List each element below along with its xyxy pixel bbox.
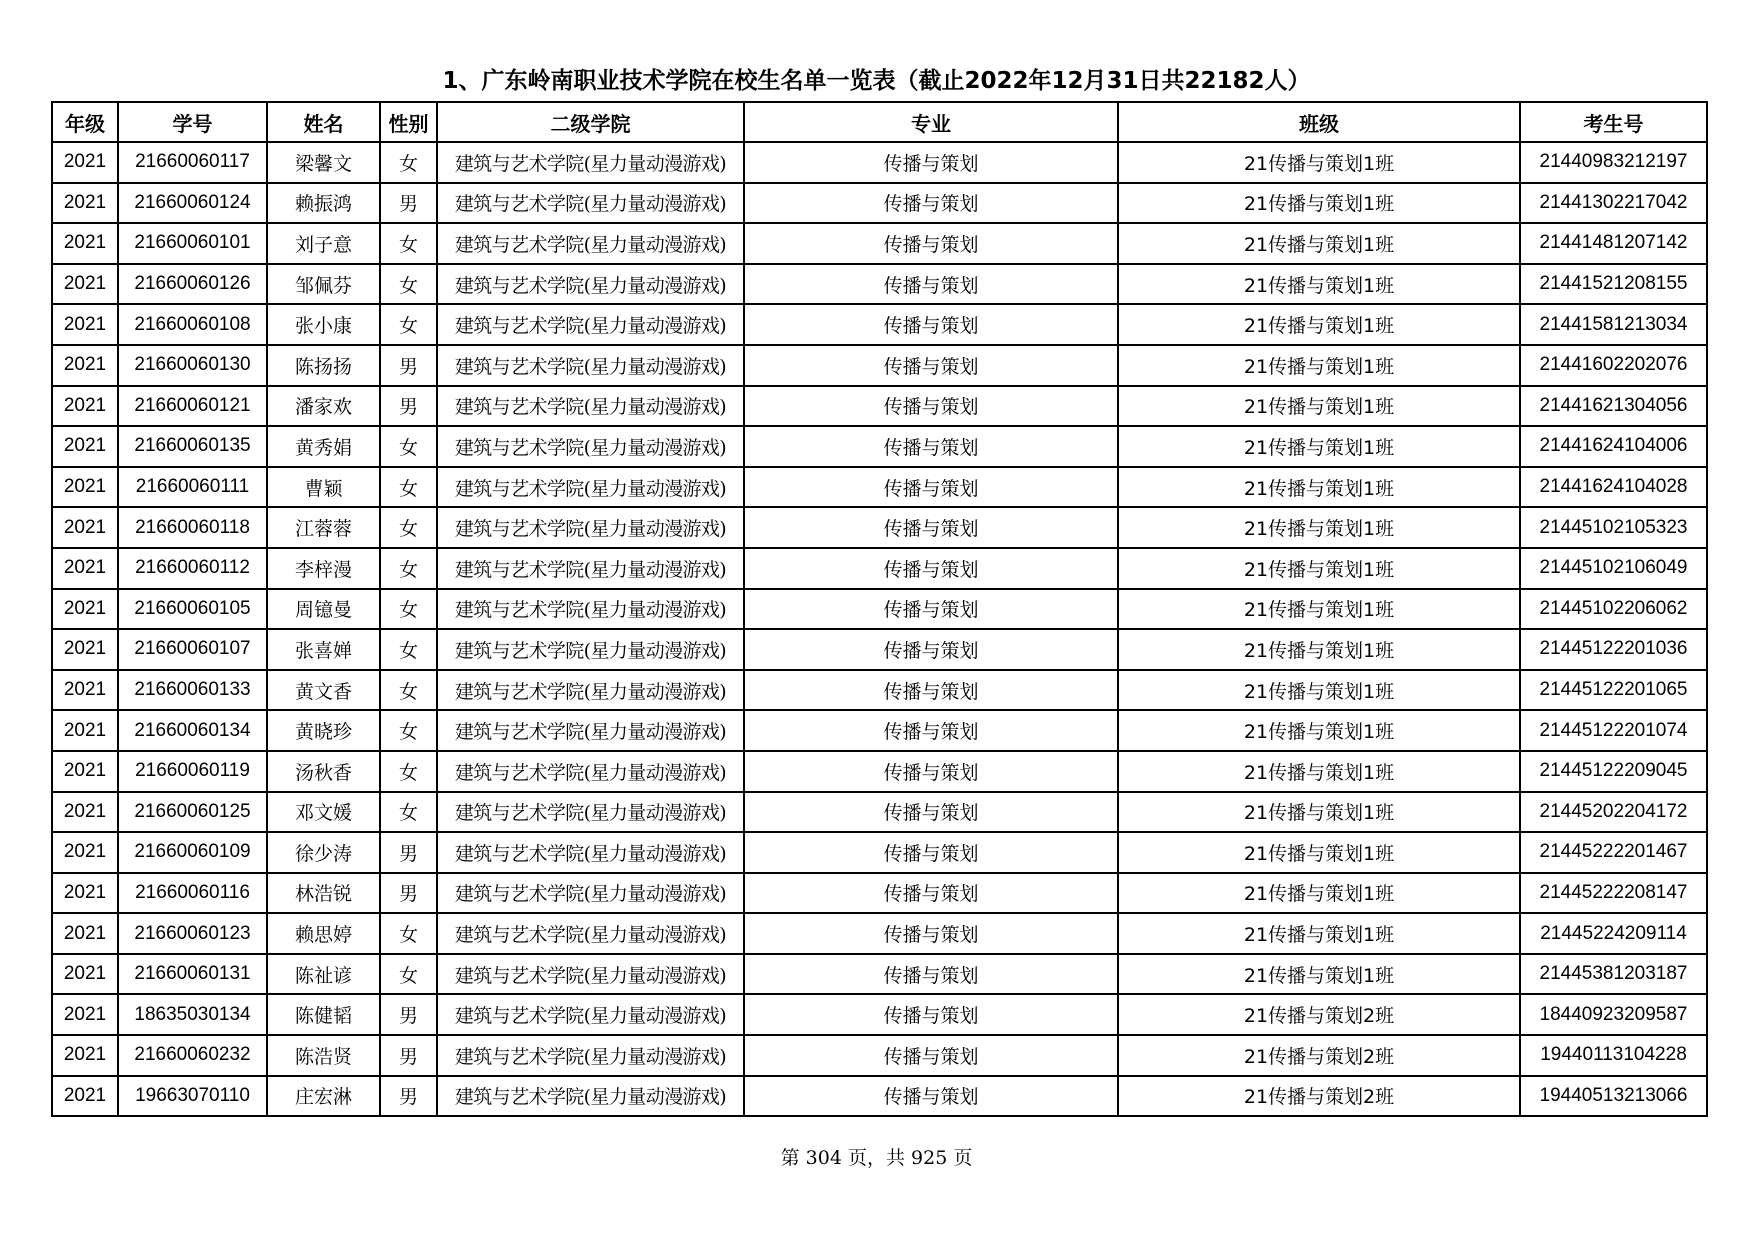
header-name: 姓名 <box>267 102 380 142</box>
cell-grade: 2021 <box>52 1035 118 1076</box>
cell-major: 传播与策划 <box>744 670 1118 711</box>
cell-student-id: 21660060232 <box>118 1035 267 1076</box>
header-exam-number: 考生号 <box>1520 102 1707 142</box>
cell-major: 传播与策划 <box>744 1076 1118 1117</box>
cell-name: 邓文媛 <box>267 792 380 833</box>
cell-gender: 男 <box>380 1076 437 1117</box>
cell-gender: 女 <box>380 142 437 183</box>
cell-class: 21传播与策划1班 <box>1118 264 1520 305</box>
cell-name: 江蓉蓉 <box>267 507 380 548</box>
cell-name: 陈浩贤 <box>267 1035 380 1076</box>
cell-grade: 2021 <box>52 913 118 954</box>
cell-student-id: 21660060109 <box>118 832 267 873</box>
cell-exam-number: 21441521208155 <box>1520 264 1707 305</box>
cell-grade: 2021 <box>52 507 118 548</box>
cell-gender: 男 <box>380 873 437 914</box>
cell-college: 建筑与艺术学院(星力量动漫游戏) <box>437 142 744 183</box>
table-row <box>52 751 1707 792</box>
table-row <box>52 1035 1707 1076</box>
cell-name: 梁馨文 <box>267 142 380 183</box>
cell-college: 建筑与艺术学院(星力量动漫游戏) <box>437 629 744 670</box>
cell-college: 建筑与艺术学院(星力量动漫游戏) <box>437 792 744 833</box>
cell-name: 陈祉谚 <box>267 954 380 995</box>
cell-college: 建筑与艺术学院(星力量动漫游戏) <box>437 954 744 995</box>
cell-major: 传播与策划 <box>744 223 1118 264</box>
table-row <box>52 467 1707 508</box>
cell-college: 建筑与艺术学院(星力量动漫游戏) <box>437 304 744 345</box>
cell-exam-number: 19440113104228 <box>1520 1035 1707 1076</box>
table-row <box>52 142 1707 183</box>
cell-name: 张喜婵 <box>267 629 380 670</box>
cell-exam-number: 21441302217042 <box>1520 183 1707 224</box>
cell-name: 徐少涛 <box>267 832 380 873</box>
cell-grade: 2021 <box>52 304 118 345</box>
cell-major: 传播与策划 <box>744 264 1118 305</box>
cell-college: 建筑与艺术学院(星力量动漫游戏) <box>437 426 744 467</box>
cell-grade: 2021 <box>52 873 118 914</box>
cell-gender: 女 <box>380 629 437 670</box>
cell-exam-number: 21445222201467 <box>1520 832 1707 873</box>
header-grade: 年级 <box>52 102 118 142</box>
cell-class: 21传播与策划1班 <box>1118 223 1520 264</box>
cell-class: 21传播与策划1班 <box>1118 751 1520 792</box>
cell-grade: 2021 <box>52 223 118 264</box>
cell-exam-number: 21441624104028 <box>1520 467 1707 508</box>
cell-exam-number: 21440983212197 <box>1520 142 1707 183</box>
cell-gender: 女 <box>380 264 437 305</box>
cell-class: 21传播与策划2班 <box>1118 1035 1520 1076</box>
cell-exam-number: 21445122201065 <box>1520 670 1707 711</box>
cell-gender: 男 <box>380 1035 437 1076</box>
cell-college: 建筑与艺术学院(星力量动漫游戏) <box>437 223 744 264</box>
table-row <box>52 264 1707 305</box>
table-row <box>52 994 1707 1035</box>
cell-gender: 女 <box>380 426 437 467</box>
cell-name: 邹佩芬 <box>267 264 380 305</box>
cell-class: 21传播与策划1班 <box>1118 426 1520 467</box>
cell-exam-number: 21445224209114 <box>1520 913 1707 954</box>
table-row <box>52 386 1707 427</box>
cell-student-id: 21660060124 <box>118 183 267 224</box>
cell-college: 建筑与艺术学院(星力量动漫游戏) <box>437 386 744 427</box>
cell-major: 传播与策划 <box>744 629 1118 670</box>
cell-student-id: 21660060107 <box>118 629 267 670</box>
cell-major: 传播与策划 <box>744 548 1118 589</box>
cell-name: 李梓漫 <box>267 548 380 589</box>
cell-name: 赖振鸿 <box>267 183 380 224</box>
cell-grade: 2021 <box>52 142 118 183</box>
cell-college: 建筑与艺术学院(星力量动漫游戏) <box>437 264 744 305</box>
table-row <box>52 832 1707 873</box>
cell-class: 21传播与策划1班 <box>1118 142 1520 183</box>
cell-major: 传播与策划 <box>744 142 1118 183</box>
cell-class: 21传播与策划1班 <box>1118 873 1520 914</box>
cell-class: 21传播与策划1班 <box>1118 507 1520 548</box>
table-row <box>52 873 1707 914</box>
cell-gender: 男 <box>380 994 437 1035</box>
cell-student-id: 21660060134 <box>118 710 267 751</box>
header-gender: 性别 <box>380 102 437 142</box>
cell-major: 传播与策划 <box>744 792 1118 833</box>
cell-major: 传播与策划 <box>744 467 1118 508</box>
cell-gender: 男 <box>380 345 437 386</box>
cell-grade: 2021 <box>52 954 118 995</box>
cell-exam-number: 21445122201074 <box>1520 710 1707 751</box>
cell-gender: 女 <box>380 751 437 792</box>
cell-major: 传播与策划 <box>744 304 1118 345</box>
cell-college: 建筑与艺术学院(星力量动漫游戏) <box>437 507 744 548</box>
header-college: 二级学院 <box>437 102 744 142</box>
cell-gender: 男 <box>380 183 437 224</box>
cell-grade: 2021 <box>52 670 118 711</box>
table-row <box>52 710 1707 751</box>
cell-student-id: 21660060119 <box>118 751 267 792</box>
cell-student-id: 18635030134 <box>118 994 267 1035</box>
cell-exam-number: 21441624104006 <box>1520 426 1707 467</box>
cell-college: 建筑与艺术学院(星力量动漫游戏) <box>437 710 744 751</box>
cell-grade: 2021 <box>52 264 118 305</box>
cell-grade: 2021 <box>52 1076 118 1117</box>
cell-class: 21传播与策划1班 <box>1118 589 1520 630</box>
cell-class: 21传播与策划1班 <box>1118 183 1520 224</box>
cell-class: 21传播与策划1班 <box>1118 345 1520 386</box>
cell-exam-number: 21445202204172 <box>1520 792 1707 833</box>
cell-college: 建筑与艺术学院(星力量动漫游戏) <box>437 913 744 954</box>
cell-student-id: 21660060126 <box>118 264 267 305</box>
cell-name: 潘家欢 <box>267 386 380 427</box>
cell-gender: 女 <box>380 548 437 589</box>
cell-major: 传播与策划 <box>744 507 1118 548</box>
cell-class: 21传播与策划2班 <box>1118 994 1520 1035</box>
cell-exam-number: 21445102106049 <box>1520 548 1707 589</box>
cell-college: 建筑与艺术学院(星力量动漫游戏) <box>437 183 744 224</box>
table-row <box>52 426 1707 467</box>
cell-student-id: 21660060118 <box>118 507 267 548</box>
cell-grade: 2021 <box>52 426 118 467</box>
cell-exam-number: 18440923209587 <box>1520 994 1707 1035</box>
cell-grade: 2021 <box>52 183 118 224</box>
cell-gender: 女 <box>380 467 437 508</box>
cell-major: 传播与策划 <box>744 751 1118 792</box>
cell-class: 21传播与策划1班 <box>1118 954 1520 995</box>
cell-grade: 2021 <box>52 751 118 792</box>
table-row <box>52 792 1707 833</box>
cell-major: 传播与策划 <box>744 832 1118 873</box>
cell-class: 21传播与策划1班 <box>1118 304 1520 345</box>
cell-grade: 2021 <box>52 548 118 589</box>
cell-class: 21传播与策划2班 <box>1118 1076 1520 1117</box>
cell-major: 传播与策划 <box>744 913 1118 954</box>
table-header-row <box>52 102 1707 142</box>
cell-student-id: 21660060135 <box>118 426 267 467</box>
cell-college: 建筑与艺术学院(星力量动漫游戏) <box>437 751 744 792</box>
cell-name: 陈扬扬 <box>267 345 380 386</box>
cell-grade: 2021 <box>52 467 118 508</box>
cell-major: 传播与策划 <box>744 1035 1118 1076</box>
cell-grade: 2021 <box>52 792 118 833</box>
cell-name: 林浩锐 <box>267 873 380 914</box>
cell-class: 21传播与策划1班 <box>1118 548 1520 589</box>
student-roster-table <box>51 101 1708 1117</box>
cell-student-id: 21660060125 <box>118 792 267 833</box>
cell-name: 庄宏淋 <box>267 1076 380 1117</box>
cell-name: 陈健韬 <box>267 994 380 1035</box>
cell-student-id: 21660060116 <box>118 873 267 914</box>
table-row <box>52 183 1707 224</box>
cell-college: 建筑与艺术学院(星力量动漫游戏) <box>437 873 744 914</box>
table-row <box>52 507 1707 548</box>
cell-exam-number: 21445222208147 <box>1520 873 1707 914</box>
cell-exam-number: 21441602202076 <box>1520 345 1707 386</box>
cell-college: 建筑与艺术学院(星力量动漫游戏) <box>437 589 744 630</box>
table-row <box>52 670 1707 711</box>
cell-student-id: 21660060121 <box>118 386 267 427</box>
cell-gender: 女 <box>380 304 437 345</box>
cell-major: 传播与策划 <box>744 954 1118 995</box>
cell-name: 黄文香 <box>267 670 380 711</box>
cell-name: 张小康 <box>267 304 380 345</box>
cell-exam-number: 21441581213034 <box>1520 304 1707 345</box>
cell-class: 21传播与策划1班 <box>1118 467 1520 508</box>
cell-student-id: 21660060112 <box>118 548 267 589</box>
cell-gender: 女 <box>380 954 437 995</box>
table-row <box>52 954 1707 995</box>
cell-grade: 2021 <box>52 994 118 1035</box>
cell-major: 传播与策划 <box>744 183 1118 224</box>
cell-college: 建筑与艺术学院(星力量动漫游戏) <box>437 467 744 508</box>
header-class: 班级 <box>1118 102 1520 142</box>
header-major: 专业 <box>744 102 1118 142</box>
page-number-footer: 第 304 页，共 925 页 <box>780 1147 973 1169</box>
cell-gender: 女 <box>380 223 437 264</box>
cell-gender: 男 <box>380 386 437 427</box>
cell-student-id: 21660060117 <box>118 142 267 183</box>
cell-exam-number: 21445102105323 <box>1520 507 1707 548</box>
cell-name: 黄秀娟 <box>267 426 380 467</box>
cell-major: 传播与策划 <box>744 345 1118 386</box>
cell-student-id: 19663070110 <box>118 1076 267 1117</box>
cell-college: 建筑与艺术学院(星力量动漫游戏) <box>437 345 744 386</box>
cell-class: 21传播与策划1班 <box>1118 913 1520 954</box>
cell-class: 21传播与策划1班 <box>1118 792 1520 833</box>
cell-exam-number: 21445102206062 <box>1520 589 1707 630</box>
table-row <box>52 304 1707 345</box>
cell-major: 传播与策划 <box>744 426 1118 467</box>
cell-gender: 女 <box>380 589 437 630</box>
cell-student-id: 21660060131 <box>118 954 267 995</box>
cell-class: 21传播与策划1班 <box>1118 832 1520 873</box>
cell-student-id: 21660060111 <box>118 467 267 508</box>
cell-college: 建筑与艺术学院(星力量动漫游戏) <box>437 548 744 589</box>
cell-exam-number: 19440513213066 <box>1520 1076 1707 1117</box>
cell-grade: 2021 <box>52 589 118 630</box>
cell-exam-number: 21441481207142 <box>1520 223 1707 264</box>
cell-gender: 女 <box>380 670 437 711</box>
cell-gender: 女 <box>380 792 437 833</box>
table-row <box>52 345 1707 386</box>
cell-name: 汤秋香 <box>267 751 380 792</box>
cell-name: 赖思婷 <box>267 913 380 954</box>
cell-major: 传播与策划 <box>744 386 1118 427</box>
cell-grade: 2021 <box>52 345 118 386</box>
table-row <box>52 1076 1707 1117</box>
cell-college: 建筑与艺术学院(星力量动漫游戏) <box>437 670 744 711</box>
cell-student-id: 21660060130 <box>118 345 267 386</box>
cell-student-id: 21660060123 <box>118 913 267 954</box>
cell-class: 21传播与策划1班 <box>1118 386 1520 427</box>
cell-exam-number: 21445381203187 <box>1520 954 1707 995</box>
table-row <box>52 913 1707 954</box>
header-student-id: 学号 <box>118 102 267 142</box>
page-title: 1、广东岭南职业技术学院在校生名单一览表（截止2022年12月31日共22182人） <box>442 68 1311 94</box>
cell-student-id: 21660060105 <box>118 589 267 630</box>
cell-class: 21传播与策划1班 <box>1118 670 1520 711</box>
cell-grade: 2021 <box>52 386 118 427</box>
cell-college: 建筑与艺术学院(星力量动漫游戏) <box>437 832 744 873</box>
cell-exam-number: 21445122201036 <box>1520 629 1707 670</box>
cell-grade: 2021 <box>52 629 118 670</box>
table-row <box>52 548 1707 589</box>
cell-class: 21传播与策划1班 <box>1118 710 1520 751</box>
cell-name: 曹颖 <box>267 467 380 508</box>
cell-exam-number: 21441621304056 <box>1520 386 1707 427</box>
table-body <box>52 142 1707 1116</box>
cell-exam-number: 21445122209045 <box>1520 751 1707 792</box>
cell-college: 建筑与艺术学院(星力量动漫游戏) <box>437 994 744 1035</box>
cell-major: 传播与策划 <box>744 994 1118 1035</box>
cell-gender: 女 <box>380 507 437 548</box>
cell-student-id: 21660060133 <box>118 670 267 711</box>
cell-class: 21传播与策划1班 <box>1118 629 1520 670</box>
cell-college: 建筑与艺术学院(星力量动漫游戏) <box>437 1076 744 1117</box>
table-row <box>52 589 1707 630</box>
cell-major: 传播与策划 <box>744 873 1118 914</box>
cell-major: 传播与策划 <box>744 589 1118 630</box>
cell-grade: 2021 <box>52 710 118 751</box>
cell-gender: 男 <box>380 832 437 873</box>
cell-grade: 2021 <box>52 832 118 873</box>
table-row <box>52 629 1707 670</box>
cell-name: 黄晓珍 <box>267 710 380 751</box>
cell-student-id: 21660060101 <box>118 223 267 264</box>
cell-gender: 女 <box>380 913 437 954</box>
table-row <box>52 223 1707 264</box>
cell-name: 刘子意 <box>267 223 380 264</box>
cell-gender: 女 <box>380 710 437 751</box>
cell-student-id: 21660060108 <box>118 304 267 345</box>
cell-name: 周镱曼 <box>267 589 380 630</box>
cell-major: 传播与策划 <box>744 710 1118 751</box>
cell-college: 建筑与艺术学院(星力量动漫游戏) <box>437 1035 744 1076</box>
